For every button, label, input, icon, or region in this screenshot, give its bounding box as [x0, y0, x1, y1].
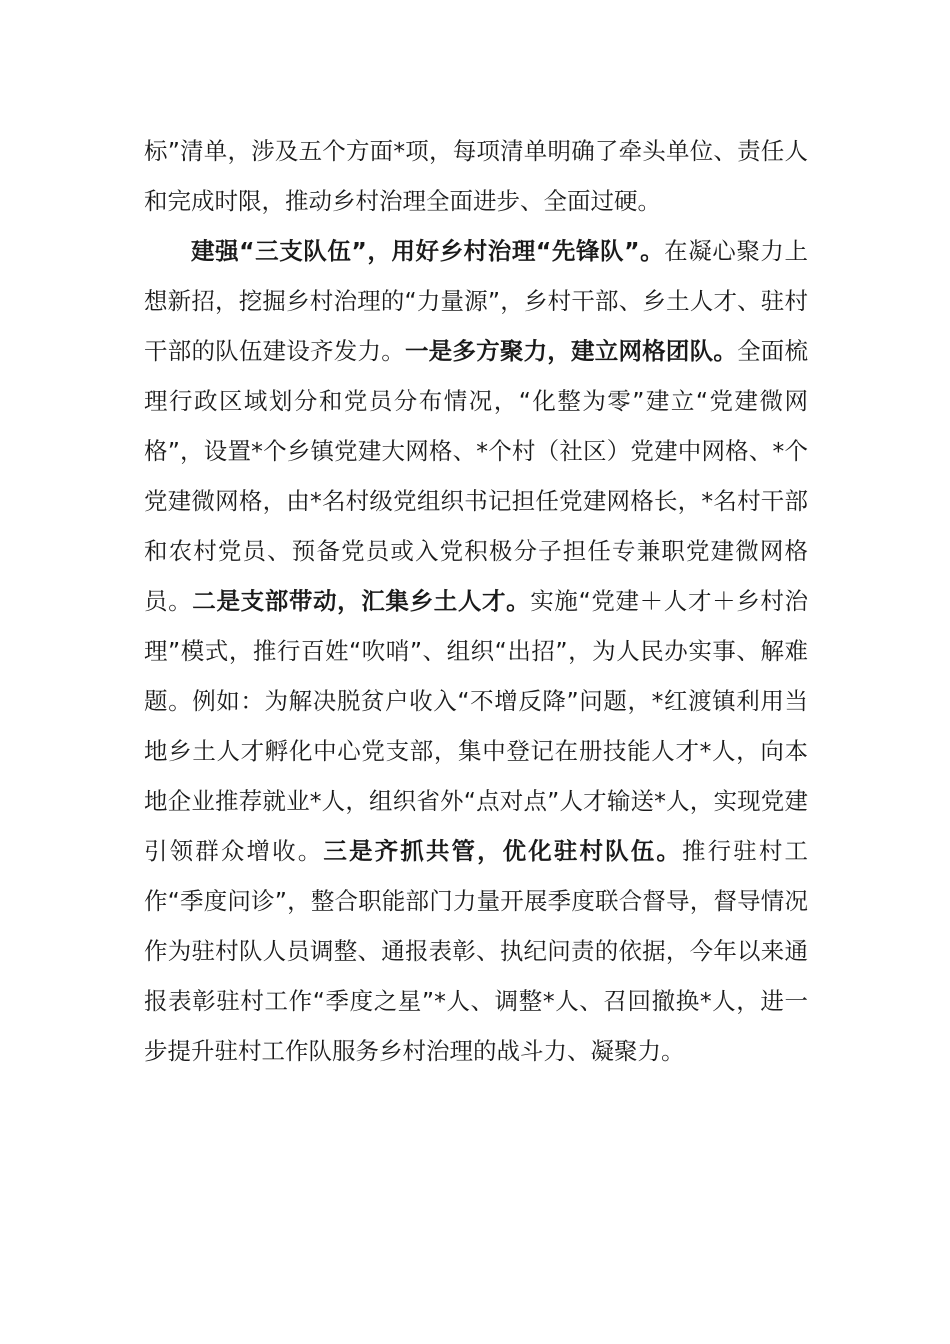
section-heading: 建强“三支队伍”，用好乡村治理“先锋队”。 — [191, 237, 665, 265]
point-one-text: 全面梳理行政区域划分和党员分布情况，“化整为零”建立“党建微网格”，设置*个乡镇党建大网格、*个村（社区）党建中网格、*个党建微网格，由*名村级党组织书记担任党建网格长，*名村干部和农村党员、预备党员或入党积极分子担任专兼职党建微网格员。 — [144, 337, 809, 615]
point-three-text: 推行驻村工作“季度问诊”，整合职能部门力量开展季度联合督导，督导情况作为驻村队人员调整、通报表彰、执纪问责的依据，今年以来通报表彰驻村工作“季度之星”*人、调整*人、召回撤换*人，进一步提升驻村工作队服务乡村治理的战斗力、凝聚力。 — [144, 837, 809, 1065]
point-one-heading: 一是多方聚力，建立网格团队。 — [404, 337, 738, 365]
paragraph-1 — [144, 126, 808, 226]
section-intro-text: 在凝心聚力上想新招，挖掘乡村治理的“力量源”，乡村干部、乡土人才、驻村干部的队伍建设齐发力。 — [144, 237, 809, 365]
point-two-heading: 二是支部带动，汇集乡土人才。 — [192, 587, 531, 615]
point-three-heading: 三是齐抓共管，优化驻村队伍。 — [323, 837, 683, 865]
point-two-text: 实施“党建＋人才＋乡村治理”模式，推行百姓“吹哨”、组织“出招”，为人民办实事、解难题。例如：为解决脱贫户收入“不增反降”问题，*红渡镇利用当地乡土人才孵化中心党支部，集中登记在册技能人才*人，向本地企业推荐就业*人，组织省外“点对点”人才输送*人，实现党建引领群众增收。 — [144, 587, 809, 865]
paragraph-2 — [144, 226, 808, 1076]
paragraph-1-text: 标”清单，涉及五个方面*项，每项清单明确了牵头单位、责任人和完成时限，推动乡村治理全面进步、全面过硬。 — [144, 137, 808, 215]
document-page — [144, 126, 808, 1076]
